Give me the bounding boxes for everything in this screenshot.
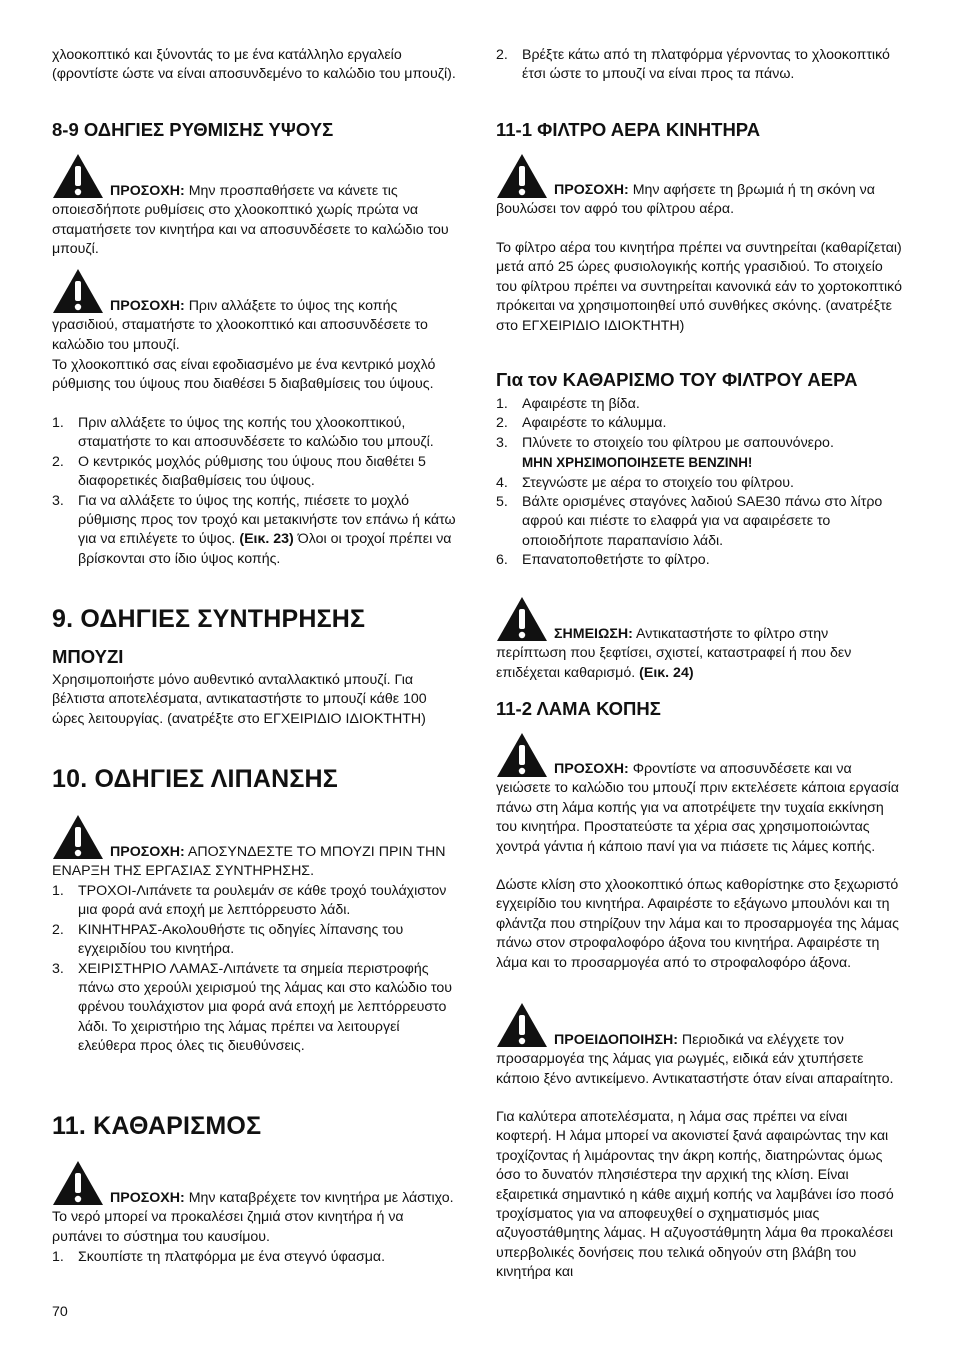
list-item: 1. ΤΡΟΧΟΙ-Λιπάνετε τα ρουλεμάν σε κάθε τροχό τουλάχιστον μια φορά ανά εποχή με λεπτόρρευστο λάδι.: [52, 883, 447, 919]
figure-reference: (Εικ. 23): [239, 531, 294, 548]
list-item: 3. Για να αλλάξετε το ύψος της κοπής, πιέσετε το μοχλό ρύθμισης προς τον τροχό και μετακινήστε τον επάνω ή κάτω για να επιλέγετε το ύψος. (Εικ. 23) Όλοι οι τροχοί πρέπει να βρίσκονται στο ίδιο ύψος κοπής.: [52, 492, 456, 567]
warning-block: ΠΡΟΕΙΔΟΠΟΙΗΣΗ: Περιοδικά να ελέγχετε τον προσαρμογέα της λάμας για ρωγμές, ειδικά εάν χτυπήσετε κάποιο ξένο αντικείμενο. Αντικαταστήστε όταν είναι απαραίτητο.: [496, 1002, 902, 1048]
note-block: ΣΗΜΕΙΩΣΗ: Αντικαταστήστε το φίλτρο στην περίπτωση που ξεφτίσει, σχιστεί, καταστραφεί ή που δεν επιδέχεται καθαρισμό. (Εικ. 24): [496, 596, 902, 642]
warning-block: ΠΡΟΣΟΧΗ: ΑΠΟΣΥΝΔΕΣΤΕ ΤΟ ΜΠΟΥΖΙ ΠΡΙΝ ΤΗΝ ΕΝΑΡΞΗ ΤΗΣ ΕΡΓΑΣΙΑΣ ΣΥΝΤΗΡΗΣΗΣ.: [52, 814, 457, 860]
list-item: 2. Ο κεντρικός μοχλός ρύθμισης του ύψους που διαθέτει 5 διαφορετικές διαβαθμίσεις του ύψους.: [52, 453, 426, 490]
no-petrol-warning: ΜΗΝ ΧΡΗΣΙΜΟΠΟΙΗΣΕΤΕ ΒΕΝΖΙΝΗ!: [522, 455, 753, 471]
list-item: 2. ΚΙΝΗΤΗΡΑΣ-Ακολουθήστε τις οδηγίες λίπανσης του εγχειριδίου του κινητήρα.: [52, 921, 404, 958]
warning-block: ΠΡΟΣΟΧΗ: Μην καταβρέχετε τον κινητήρα με λάστιχο. Το νερό μπορεί να προκαλέσει ζημιά στον κινητήρα ή να ρυπάνει το σύστημα του καυσίμου.: [52, 1160, 457, 1206]
warning-label: ΠΡΟΕΙΔΟΠΟΙΗΣΗ:: [554, 1032, 678, 1048]
section-9-heading: 9. ΟΔΗΓΙΕΣ ΣΥΝΤΗΡΗΣΗΣ: [52, 605, 366, 633]
warning-label: ΠΡΟΣΟΧΗ:: [110, 298, 185, 314]
spark-plug-paragraph: Χρησιμοποιήστε μόνο αυθεντικό ανταλλακτικό μπουζί. Για βέλτιστα αποτελέσματα, αντικαταστήστε το μπουζί κάθε 100 ώρες λειτουργίας. (ανατρέξτε στο ΕΓΧΕΙΡΙΔΙΟ ΙΔΙΟΚΤΗΤΗ): [52, 672, 427, 727]
list-item: 1. Αφαιρέστε τη βίδα.: [496, 396, 640, 412]
warning-label: ΠΡΟΣΟΧΗ:: [110, 183, 185, 199]
warning-block: ΠΡΟΣΟΧΗ: Πριν αλλάξετε το ύψος της κοπής γρασιδιού, σταματήστε το χλοοκοπτικό και αποσυνδέσετε το καλώδιο του μπουζί.: [52, 268, 457, 314]
lubrication-list: [52, 882, 457, 1057]
list-item: 4. Στεγνώστε με αέρα το στοιχείο του φίλτρου.: [496, 474, 794, 491]
section-11-2-heading: 11-2 ΛΑΜΑ ΚΟΠΗΣ: [496, 698, 661, 719]
continued-paragraph: χλοοκοπτικό και ξύνοντάς το με ένα κατάλληλο εργαλείο (φροντίστε ώστε να είναι αποσυνδεμένο το καλώδιο του μπουζί).: [52, 47, 456, 83]
blade-sharpening-paragraph: Για καλύτερα αποτελέσματα, η λάμα σας πρέπει να είναι κοφτερή. Η λάμα μπορεί να ακονιστεί ξανά αφαιρώντας την και τροχίζοντας ή λιμάροντας την άκρη κοπής, διατηρώντας όμως όσο το δυνατόν πλησιέστερα την αρχική της κλίση. Είναι εξαιρετικά σημαντικό η κάθε αιχμή κοπής να λαμβάνει ίσο ποσό τροχίσματος για να αποφευχθεί ο σχηματισμός μιας αζυγοστάθμητης λάμας. Η αζυγοστάθμητη λάμα θα προκαλέσει υπερβολικές δονήσεις που τελικά οδηγούν στη βλάβη του κινητήρα και: [496, 1109, 894, 1281]
figure-reference: (Εικ. 24): [639, 664, 694, 681]
warning-block: ΠΡΟΣΟΧΗ: Μην αφήσετε τη βρωμιά ή τη σκόνη να βουλώσει τον αφρό του φίλτρου αέρα.: [496, 153, 902, 199]
air-filter-paragraph: Το φίλτρο αέρα του κινητήρα πρέπει να συντηρείται (καθαρίζεται) μετά από 25 ώρες φυσιολογικής κοπής γρασιδιού. Το στοιχείο του φίλτρου πρέπει να συντηρείται κανονικά εάν το χορτοκοπτικό πρόκειται να χρησιμοποιηθεί υπό συνθήκες σκόνης. (ανατρέξτε στο ΕΓΧΕΙΡΙΔΙΟ ΙΔΙΟΚΤΗΤΗ): [496, 240, 902, 334]
warning-label: ΠΡΟΣΟΧΗ:: [554, 761, 629, 777]
section-11-1-heading: 11-1 ΦΙΛΤΡΟ ΑΕΡΑ ΚΙΝΗΤΗΡΑ: [496, 119, 761, 140]
list-item: 3. ΧΕΙΡΙΣΤΗΡΙΟ ΛΑΜΑΣ-Λιπάνετε τα σημεία περιστροφής πάνω στο χερούλι χειρισμού της λάμας και στο καλώδιο του φρένου τουλάχιστον μια φορά ανά εποχή με λεπτόρρευστο λάδι. Το χειριστήριο της λάμας πρέπει να λειτουργεί ελεύθερα προς όλες τις διευθύνσεις.: [52, 960, 452, 1055]
warning-block: ΠΡΟΣΟΧΗ: Μην προσπαθήσετε να κάνετε τις οποιεσδήποτε ρυθμίσεις στο χλοοκοπτικό χωρίς πρώτα να σταματήσετε τον κινητήρα και να αποσυνδέσετε το καλώδιο του μπουζί.: [52, 153, 457, 199]
list-item: 5. Βάλτε ορισμένες σταγόνες λαδιού SAE30 πάνω στο λίτρο αφρού και πιέστε το ελαφρά για να αφαιρέσετε το οποιοδήποτε παραπανίσιο λάδι.: [496, 494, 883, 549]
height-adjust-list: [52, 414, 457, 569]
list-item: 1. Πριν αλλάξετε το ύψος της κοπής του χλοοκοπτικού, σταματήστε το και αποσυνδέσετε το καλώδιο του μπουζί.: [52, 415, 434, 451]
list-item: 6. Επανατοποθετήστε το φίλτρο.: [496, 552, 710, 569]
warning-label: ΠΡΟΣΟΧΗ:: [110, 844, 185, 860]
list-item: 3. Πλύνετε το στοιχείο του φίλτρου με σαπουνόνερο. ΜΗΝ ΧΡΗΣΙΜΟΠΟΙΗΣΕΤΕ ΒΕΝΖΙΝΗ!: [496, 434, 834, 471]
warning-label: ΠΡΟΣΟΧΗ:: [110, 1190, 185, 1206]
section-8-9-heading: 8-9 ΟΔΗΓΙΕΣ ΡΥΘΜΙΣΗΣ ΥΨΟΥΣ: [52, 119, 334, 140]
list-item: 2. Βρέξτε κάτω από τη πλατφόρμα γέρνοντας το χλοοκοπτικό έτσι ώστε το μπουζί να είναι προς τα πάνω.: [496, 47, 890, 83]
filter-cleaning-heading: Για τον ΚΑΘΑΡΙΣΜΟ ΤΟΥ ΦΙΛΤΡΟΥ ΑΕΡΑ: [496, 369, 858, 390]
warning-label: ΠΡΟΣΟΧΗ:: [554, 182, 629, 198]
spark-plug-subheading: ΜΠΟΥΖΙ: [52, 646, 124, 667]
section-11-heading: 11. ΚΑΘΑΡΙΣΜΟΣ: [52, 1112, 262, 1140]
page-number: 70: [52, 1304, 68, 1320]
list-item: 1. Σκουπίστε τη πλατφόρμα με ένα στεγνό ύφασμα.: [52, 1249, 386, 1265]
filter-cleaning-list: [496, 395, 902, 571]
cleaning-list-continued: [496, 46, 902, 85]
section-10-heading: 10. ΟΔΗΓΙΕΣ ΛΙΠΑΝΣΗΣ: [52, 765, 339, 793]
list-item: 2. Αφαιρέστε το κάλυμμα.: [496, 415, 667, 432]
blade-removal-paragraph: Δώστε κλίση στο χλοοκοπτικό όπως καθορίστηκε στο ξεχωριστό εγχειρίδιο του κινητήρα. Αφαιρέστε το εξάγωνο μπουλόνι και τη φλάντζα που στηρίζουν την λάμα και το προσαρμογέα της λάμας πάνω στον στροφαλοφόρο άξονα του κινητήρα. Αφαιρέστε τη λάμα και το προσαρμογέα από το στροφαλοφόρο άξονα.: [496, 877, 899, 971]
warning-block: ΠΡΟΣΟΧΗ: Φροντίστε να αποσυνδέσετε και να γειώσετε το καλώδιο του μπουζί πριν εκτελέσετε κάποια εργασία πάνω στη λάμα κοπής για να αποτρέψετε την τυχαία εκκίνηση του κινητήρα. Προστατεύστε τα χέρια σας χρησιμοποιώντας χοντρά γάντια ή κάποιο πανί για να πιάσετε τις λάμες κοπής.: [496, 732, 902, 778]
height-adjust-paragraph: Το χλοοκοπτικό σας είναι εφοδιασμένο με ένα κεντρικό μοχλό ρύθμισης του ύψους που διαθέσει 5 διαβαθμίσεις του ύψους.: [52, 357, 436, 393]
note-label: ΣΗΜΕΙΩΣΗ:: [554, 626, 633, 642]
cleaning-list: [52, 1248, 457, 1267]
